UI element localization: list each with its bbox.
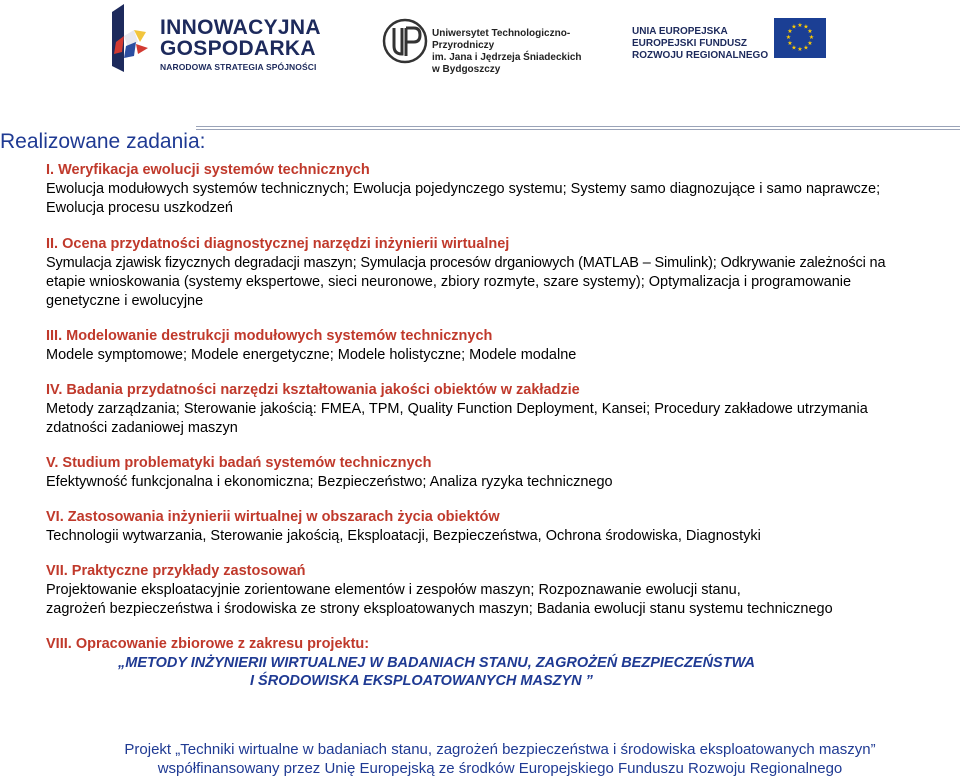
svg-text:★: ★ — [791, 44, 797, 52]
innowacyjna-gospodarka-logo — [108, 2, 328, 74]
section-1 — [46, 161, 958, 218]
utp-emblem — [382, 12, 428, 70]
utp-text-line1: Uniwersytet Technologiczno-Przyrodniczy — [432, 28, 571, 51]
section-line: Projektowanie eksploatacyjnie zorientowane elementów i zespołów maszyn; Rozpoznawanie ewolucji stanu, — [46, 582, 741, 598]
svg-text:★: ★ — [785, 34, 792, 41]
utp-text-line3: w Bydgoszczy — [432, 64, 501, 75]
svg-text:★: ★ — [787, 40, 793, 47]
section-4 — [46, 381, 958, 438]
section-line: Metody zarządzania; Sterowanie jakością: FMEA, TPM, Quality Function Deployment, Kansei; Procedury zakładowe utrzymania — [46, 401, 868, 417]
svg-text:★: ★ — [803, 44, 809, 52]
task-list — [46, 161, 958, 690]
section-title: V. Studium problematyki badań systemów technicznych — [46, 455, 432, 471]
svg-text:★: ★ — [807, 40, 813, 47]
eu-text-line2: EUROPEJSKI FUNDUSZ — [632, 38, 748, 49]
section-line: Efektywność funkcjonalna i ekonomiczna; Bezpieczeństwo; Analiza ryzyka technicznego — [46, 474, 613, 490]
eu-text-line3: ROZWOJU REGIONALNEGO — [632, 50, 769, 61]
svg-text:★: ★ — [797, 22, 803, 29]
project-publication-title — [46, 654, 958, 690]
svg-text:★: ★ — [807, 28, 813, 35]
logo-band — [0, 0, 960, 82]
section-line: Ewolucja modułowych systemów technicznych; Ewolucja pojedynczego systemu; Systemy samo diagnozujące i samo naprawcze; — [46, 181, 881, 197]
section-line: etapie wnioskowania (systemy ekspertowe, sieci neuronowe, zbiory rozmyte, szare systemy); Optymalizacja i programowanie — [46, 274, 852, 290]
section-title: III. Modelowanie destrukcji modułowych systemów technicznych — [46, 328, 493, 344]
section-line: genetyczne i ewolucyjne — [46, 293, 204, 309]
svg-text:★: ★ — [797, 46, 803, 53]
section-title: VI. Zastosowania inżynierii wirtualnej w obszarach życia obiektów — [46, 509, 500, 525]
svg-text:★: ★ — [803, 23, 809, 31]
logo-text-line1: INNOWACYJNA — [160, 16, 321, 39]
svg-text:★: ★ — [787, 28, 793, 35]
section-title: VIII. Opracowanie zbiorowe z zakresu projektu: — [46, 636, 370, 652]
header-rule — [196, 126, 960, 130]
logo-text-line2: GOSPODARKA — [160, 37, 316, 60]
section-line: Technologii wytwarzania, Sterowanie jakością, Eksploatacji, Bezpieczeństwa, Ochrona środowiska, Diagnostyki — [46, 528, 761, 544]
logo-text-line3: NARODOWA STRATEGIA SPÓJNOŚCI — [160, 62, 317, 72]
eu-erdf-logo — [632, 18, 832, 68]
section-line: Symulacja zjawisk fizycznych degradacji maszyn; Symulacja procesów drganiowych (MATLAB – Simulink); Odkrywanie zależności na — [46, 255, 886, 271]
innowacyjna-gospodarka-emblem — [108, 2, 156, 74]
section-title: IV. Badania przydatności narzędzi kształtowania jakości obiektów w zakładzie — [46, 382, 580, 398]
footer-line2: współfinansowany przez Unię Europejską ze środków Europejskiego Funduszu Rozwoju Regionalnego — [157, 760, 843, 777]
section-line: Modele symptomowe; Modele energetyczne; Modele holistyczne; Modele modalne — [46, 347, 577, 363]
section-title: VII. Praktyczne przykłady zastosowań — [46, 563, 306, 579]
footer — [0, 740, 960, 778]
eu-text-line1: UNIA EUROPEJSKA — [632, 26, 728, 37]
project-title-line1: „METODY INŻYNIERII WIRTUALNEJ W BADANIACH STANU, ZAGROŻEŃ BEZPIECZEŃSTWA — [118, 655, 755, 671]
footer-line1: Projekt „Techniki wirtualne w badaniach stanu, zagrożeń bezpieczeństwa i środowiska eksploatowanych maszyn” — [124, 741, 876, 758]
section-title: I. Weryfikacja ewolucji systemów technicznych — [46, 162, 370, 178]
section-5 — [46, 454, 958, 492]
section-2 — [46, 235, 958, 311]
section-7 — [46, 562, 958, 619]
section-3 — [46, 327, 958, 365]
page-title: Realizowane zadania: — [0, 130, 206, 153]
svg-text:★: ★ — [808, 34, 815, 41]
section-line: zdatności zadaniowej maszyn — [46, 420, 238, 436]
section-8 — [46, 635, 958, 690]
svg-text:★: ★ — [791, 23, 797, 31]
eu-flag-icon — [774, 18, 826, 58]
section-6 — [46, 508, 958, 546]
utp-text-line2: im. Jana i Jędrzeja Śniadeckich — [432, 52, 582, 63]
project-title-line2: I ŚRODOWISKA EKSPLOATOWANYCH MASZYN ” — [250, 673, 593, 689]
section-line: zagrożeń bezpieczeństwa i środowiska ze strony eksploatowanych maszyn; Badania ewolucji stanu systemu technicznego — [46, 601, 833, 617]
section-title: II. Ocena przydatności diagnostycznej narzędzi inżynierii wirtualnej — [46, 236, 510, 252]
section-line: Ewolucja procesu uszkodzeń — [46, 200, 233, 216]
utp-university-logo — [382, 12, 602, 74]
